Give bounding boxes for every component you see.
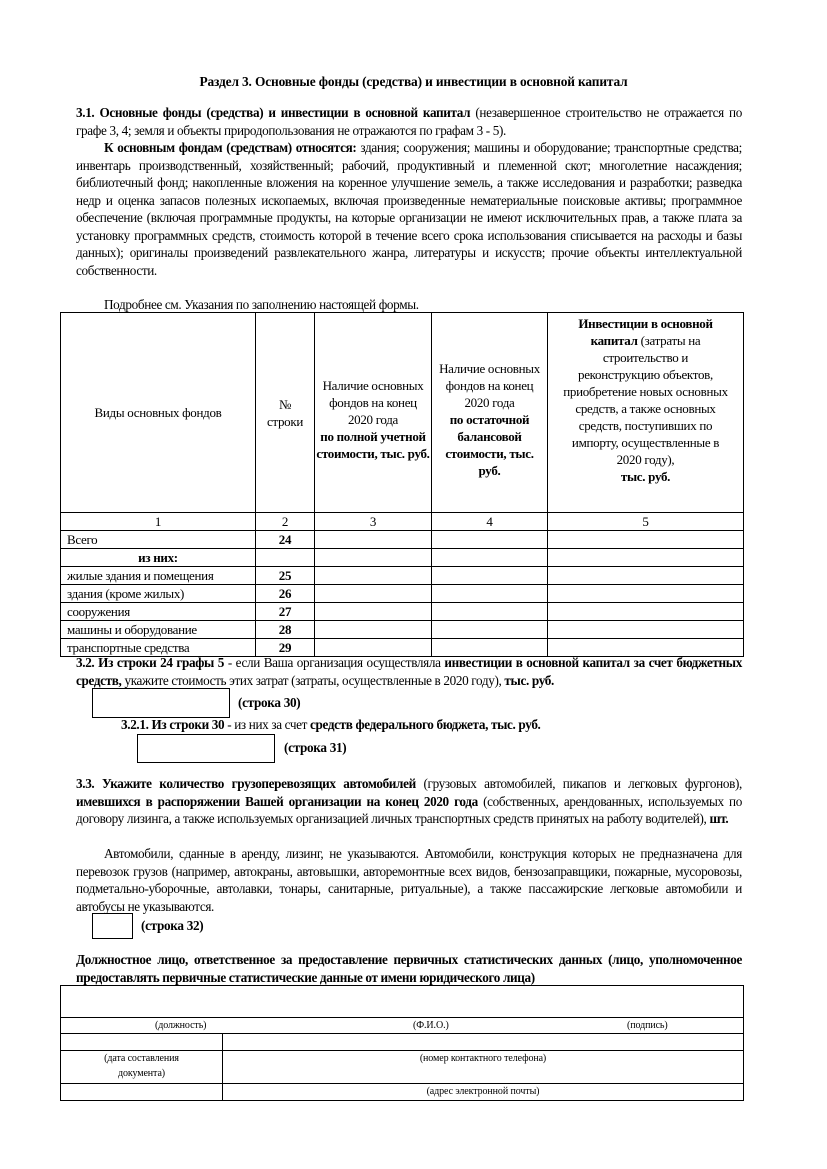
email-row-blank bbox=[61, 1084, 223, 1101]
section-3-3-text bbox=[76, 775, 742, 828]
phone-input[interactable] bbox=[223, 1034, 744, 1051]
header-row-number-symbol: № bbox=[278, 396, 292, 412]
header-investments-unit: тыс. руб. bbox=[620, 469, 671, 484]
fixed-assets-table bbox=[60, 312, 744, 657]
header-full-value bbox=[315, 313, 432, 513]
section-3-3-text-part: (собственных, арендованных, используемых по договору лизинга, а также используемых организацией личных транспортных средств принятых на работу водителей), bbox=[76, 793, 742, 826]
input-cell-residual-value[interactable] bbox=[432, 585, 548, 603]
column-number: 4 bbox=[432, 513, 548, 531]
section-3-3-note: Автомобили, сданные в аренду, лизинг, не указываются. Автомобили, конструкция которых не предназначена для перевозок грузов (например, автокраны, автовышки, авторемонтные всех видов, бензозаправщики, пожарные, мусоровозы, подметально-уборочные, автолавки, тонары, санитарные, ритуальные), а также пассажирские легковые автомобили и автобусы не указываются. bbox=[76, 846, 742, 914]
header-row-number bbox=[256, 313, 315, 513]
input-cell-full-value[interactable] bbox=[315, 603, 432, 621]
section-3-2-unit: тыс. руб. bbox=[504, 672, 554, 688]
full-name-label: (Ф.И.О.) bbox=[413, 1020, 449, 1031]
document-date-label: (дата составления документа) bbox=[61, 1051, 223, 1084]
column-number: 5 bbox=[548, 513, 744, 531]
date-input[interactable] bbox=[61, 1034, 223, 1051]
official-input-row bbox=[61, 986, 744, 1018]
fixed-assets-definition-heading: К основным фондам (средствам) относятся: bbox=[104, 140, 357, 155]
header-full-value-unit: по полной учетной стоимости, тыс. руб. bbox=[316, 429, 430, 461]
row-code bbox=[256, 549, 315, 567]
see-instructions-note: Подробнее см. Указания по заполнению настоящей формы. bbox=[104, 297, 419, 312]
section-3-3-text-part: (грузовых автомобилей, пикапов и легковых фургонов), bbox=[415, 776, 742, 791]
input-cell-full-value[interactable] bbox=[315, 531, 432, 549]
section-3-3-unit: шт. bbox=[709, 811, 729, 826]
phone-label: (номер контактного телефона) bbox=[223, 1051, 744, 1084]
section-3-1-intro bbox=[76, 104, 742, 139]
header-investments-title: Инвестиции в основной капитал bbox=[578, 316, 713, 348]
row-label: Всего bbox=[61, 531, 256, 549]
official-labels-cell bbox=[61, 1018, 744, 1034]
row-label: здания (кроме жилых) bbox=[61, 585, 256, 603]
email-row bbox=[61, 1084, 744, 1101]
header-residual-value bbox=[432, 313, 548, 513]
header-asset-type: Виды основных фондов bbox=[61, 313, 256, 513]
section-3-3-heading: 3.3. Укажите количество грузоперевозящих автомобилей bbox=[76, 776, 416, 791]
header-residual-value-unit: по остаточной балансовой стоимости, тыс. руб. bbox=[445, 412, 534, 478]
section-3-2-text-part: укажите стоимость этих затрат (затраты, осуществленные в 2020 году), bbox=[121, 672, 505, 688]
input-cell-investments[interactable] bbox=[548, 549, 744, 567]
column-number-row bbox=[61, 513, 744, 531]
input-cell-investments[interactable] bbox=[548, 567, 744, 585]
row-31-input[interactable] bbox=[137, 734, 275, 763]
column-number: 1 bbox=[61, 513, 256, 531]
row-code: 26 bbox=[256, 585, 315, 603]
input-cell-residual-value[interactable] bbox=[432, 567, 548, 585]
position-label: (должность) bbox=[155, 1020, 207, 1031]
row-label: жилые здания и помещения bbox=[61, 567, 256, 585]
section-3-1-heading: 3.1. Основные фонды (средства) и инвестиции в основной капитал bbox=[76, 105, 471, 120]
input-cell-residual-value[interactable] bbox=[432, 621, 548, 639]
date-phone-labels-row bbox=[61, 1051, 744, 1084]
table-row bbox=[61, 531, 744, 549]
email-label: (адрес электронной почты) bbox=[223, 1084, 744, 1101]
section-3-2-1-text bbox=[121, 717, 541, 733]
input-cell-investments[interactable] bbox=[548, 603, 744, 621]
fixed-assets-definition-text: здания; сооружения; машины и оборудование; транспортные средства; инвентарь производственный, хозяйственный; рабочий, продуктивный и племенной скот; многолетние насаждения; библиотечный фонд; накопленные вложения на коренное улучшение земель, а также исследования и разработки; разведка недр и оценка запасов полезных ископаемых, включая произведенные нематериальные поисковые активы; программное обеспечение (включая программные продукты, на которые организации не имеют исключительных прав, а также плата за установку программных средств, стоимость которой в течение всего срока использования списывается на расходы и базы данных); оригиналы произведений развлекательного жанра, литературы и искусств; прочие объекты интеллектуальной собственности. bbox=[76, 140, 742, 278]
responsible-official-heading: Должностное лицо, ответственное за предоставление первичных статистических данных (лицо, уполномоченное предоставлять первичные статистические данные от имени юридического лица) bbox=[76, 952, 742, 985]
header-residual-value-text: Наличие основных фондов на конец 2020 года bbox=[439, 361, 540, 410]
section-3-2-text bbox=[76, 654, 742, 689]
input-cell-full-value[interactable] bbox=[315, 567, 432, 585]
table-row bbox=[61, 549, 744, 567]
table-row bbox=[61, 585, 744, 603]
input-cell-investments[interactable] bbox=[548, 531, 744, 549]
column-number: 2 bbox=[256, 513, 315, 531]
section-3-3-emphasis: имевшихся в распоряжении Вашей организации на конец 2020 года bbox=[76, 793, 478, 809]
section-3-2-heading: 3.2. Из строки 24 графы 5 bbox=[76, 655, 225, 670]
row-30-input[interactable] bbox=[92, 688, 230, 718]
row-code: 25 bbox=[256, 567, 315, 585]
table-row bbox=[61, 567, 744, 585]
header-investments bbox=[548, 313, 744, 513]
header-row-number-label: строки bbox=[266, 413, 304, 429]
section-3-2-1-text-part: - из них за счет bbox=[224, 717, 311, 732]
table-header-row bbox=[61, 313, 744, 513]
column-number: 3 bbox=[315, 513, 432, 531]
section-3-2-emphasis: инвестиции в основной капитал за счет бюджетных средств, bbox=[76, 655, 742, 688]
section-3-2-text-part: - если Ваша организация осуществляла bbox=[224, 655, 445, 670]
section-3-2-1-emphasis: средств федерального бюджета, тыс. руб. bbox=[310, 717, 541, 732]
row-label: машины и оборудование bbox=[61, 621, 256, 639]
table-row bbox=[61, 603, 744, 621]
input-cell-investments[interactable] bbox=[548, 585, 744, 603]
row-label: сооружения bbox=[61, 603, 256, 621]
row-label: транспортные средства bbox=[61, 639, 256, 657]
row-32-input[interactable] bbox=[92, 913, 133, 939]
header-investments-text: (затраты на строительство и реконструкцию объектов, приобретение новых основных средств, а также основных средств, поступивших по импорту, осуществленные в 2020 году), bbox=[563, 333, 728, 467]
row-32-label: (строка 32) bbox=[141, 918, 204, 933]
fixed-assets-definition bbox=[76, 139, 742, 279]
input-cell-investments[interactable] bbox=[548, 621, 744, 639]
section-3-1-note: (незавершенное строительство не отражается по графе 3, 4; земля и объекты природопользования не отражаются по графам 3 - 5). bbox=[76, 105, 742, 138]
official-labels-row bbox=[61, 1018, 744, 1034]
row-code: 27 bbox=[256, 603, 315, 621]
input-cell-residual-value[interactable] bbox=[432, 549, 548, 567]
row-30-label: (строка 30) bbox=[238, 695, 301, 710]
row-code: 24 bbox=[256, 531, 315, 549]
input-cell-residual-value[interactable] bbox=[432, 603, 548, 621]
row-label: из них: bbox=[61, 549, 256, 567]
row-31-label: (строка 31) bbox=[284, 740, 347, 755]
date-phone-input-row bbox=[61, 1034, 744, 1051]
input-cell-full-value[interactable] bbox=[315, 549, 432, 567]
section-title: Раздел 3. Основные фонды (средства) и инвестиции в основной капитал bbox=[199, 74, 628, 89]
section-3-2-1-heading: 3.2.1. Из строки 30 bbox=[121, 717, 225, 732]
input-cell-residual-value[interactable] bbox=[432, 531, 548, 549]
signature-label: (подпись) bbox=[627, 1020, 668, 1031]
row-code: 28 bbox=[256, 621, 315, 639]
input-cell-full-value[interactable] bbox=[315, 585, 432, 603]
input-cell-full-value[interactable] bbox=[315, 621, 432, 639]
official-position-name-signature-input[interactable] bbox=[61, 986, 744, 1018]
row-code: 29 bbox=[256, 639, 315, 657]
header-full-value-text: Наличие основных фондов на конец 2020 года bbox=[322, 378, 424, 427]
table-row bbox=[61, 621, 744, 639]
responsible-official-table bbox=[60, 985, 744, 1101]
